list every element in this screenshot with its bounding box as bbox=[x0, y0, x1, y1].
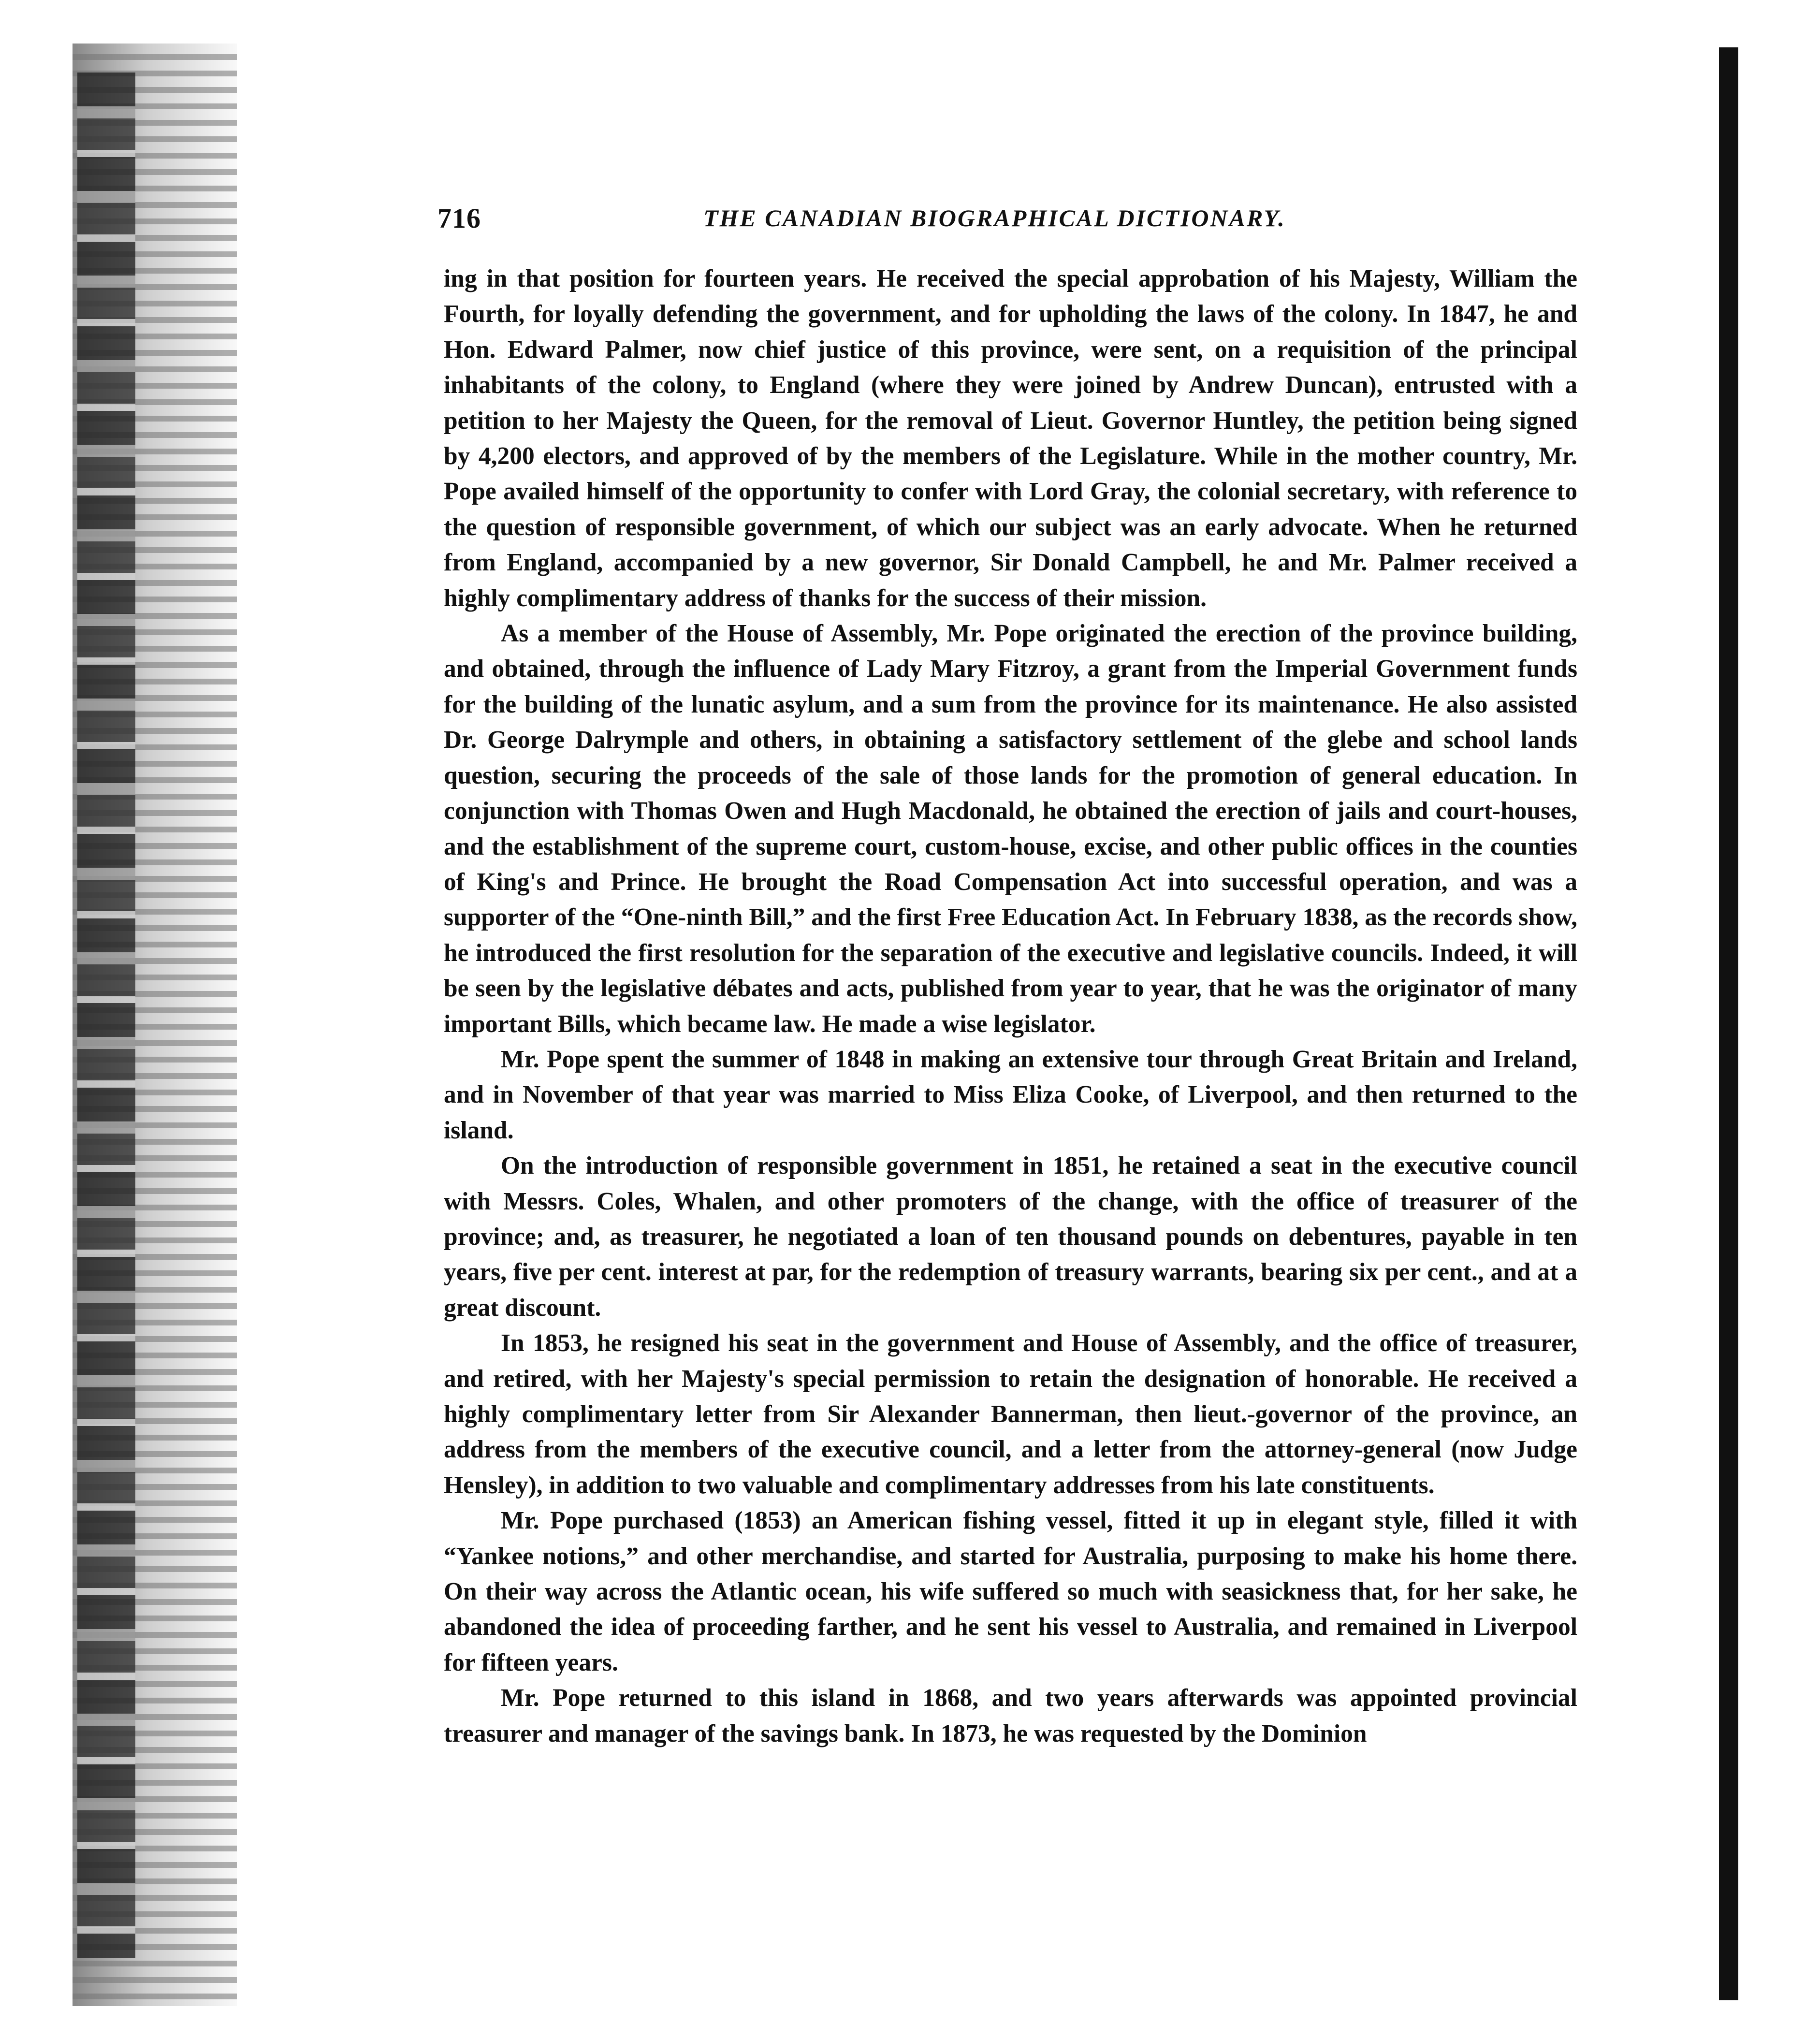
scan-artifact-right-bar bbox=[1719, 47, 1738, 2000]
paragraph-3: Mr. Pope spent the summer of 1848 in making an extensive tour through Great Britain and Ireland, and in November of that year was married to Miss Eliza Cooke, of Liverpool, and then returned to the island. bbox=[444, 1045, 1577, 1144]
page-number: 716 bbox=[437, 203, 481, 234]
paragraph-2: As a member of the House of Assembly, Mr. Pope originated the erection of the province building, and obtained, through the influence of Lady Mary Fitzroy, a grant from the Imperial Government funds for the building of the lunatic asylum, and a sum from the province for its maintenance. He also assisted Dr. George Dalrymple and others, in obtaining a satisfactory settlement of the glebe and school lands question, securing the proceeds of the sale of those lands for the promotion of general education. In conjunction with Thomas Owen and Hugh Macdonald, he obtained the erection of jails and court-houses, and the establishment of the supreme court, custom-house, excise, and other public offices in the counties of King's and Prince. He brought the Road Compensation Act into successful operation, and was a supporter of the “One-ninth Bill,” and the first Free Education Act. In February 1838, as the records show, he introduced the first resolution for the separation of the executive and legislative councils. Indeed, it will be seen by the legislative débates and acts, published from year to year, that he was the originator of many important Bills, which became law. He made a wise legislator. bbox=[444, 620, 1577, 1038]
paragraph-5: In 1853, he resigned his seat in the government and House of Assembly, and the office of treasurer, and retired, with her Majesty's special permission to retain the designation of honorable. He received a highly complimentary letter from Sir Alexander Bannerman, then lieut.-governor of the province, an address from the members of the executive council, and a letter from the attorney-general (now Judge Hensley), in addition to two valuable and complimentary addresses from his late constituents. bbox=[444, 1329, 1577, 1499]
paragraph-4: On the introduction of responsible government in 1851, he retained a seat in the executive council with Messrs. Coles, Whalen, and other promoters of the change, with the office of treasurer of the province; and, as treasurer, he negotiated a loan of ten thousand pounds on debentures, payable in ten years, five per cent. interest at par, for the redemption of treasury warrants, bearing six per cent., and at a great discount. bbox=[444, 1152, 1577, 1322]
scan-artifact-left-bar bbox=[77, 73, 135, 1958]
page-header bbox=[437, 202, 1583, 241]
paragraph-7: Mr. Pope returned to this island in 1868, and two years afterwards was appointed provincial treasurer and manager of the savings bank. In 1873, he was requested by the Dominion bbox=[444, 1684, 1577, 1747]
body-text bbox=[444, 261, 1577, 1751]
paragraph-1: ing in that position for fourteen years. He received the special approbation of his Majesty, William the Fourth, for loyally defending the government, and for upholding the laws of the colony. In 1847, he and Hon. Edward Palmer, now chief justice of this province, were sent, on a requisition of the principal inhabitants of the colony, to England (where they were joined by Andrew Duncan), entrusted with a petition to her Majesty the Queen, for the removal of Lieut. Governor Huntley, the petition being signed by 4,200 electors, and approved of by the members of the Legislature. While in the mother country, Mr. Pope availed himself of the opportunity to confer with Lord Gray, the colonial secretary, with reference to the question of responsible government, of which our subject was an early advocate. When he returned from England, accompanied by a new governor, Sir Donald Campbell, he and Mr. Palmer received a highly complimentary address of thanks for the success of their mission. bbox=[444, 265, 1577, 612]
running-title: THE CANADIAN BIOGRAPHICAL DICTIONARY. bbox=[703, 204, 1286, 232]
paragraph-6: Mr. Pope purchased (1853) an American fishing vessel, fitted it up in elegant style, filled it with “Yankee notions,” and other merchandise, and started for Australia, purposing to make his home there. On their way across the Atlantic ocean, his wife suffered so much with seasickness that, for her sake, he abandoned the idea of proceeding farther, and he sent his vessel to Australia, and remained in Liverpool for fifteen years. bbox=[444, 1507, 1577, 1676]
